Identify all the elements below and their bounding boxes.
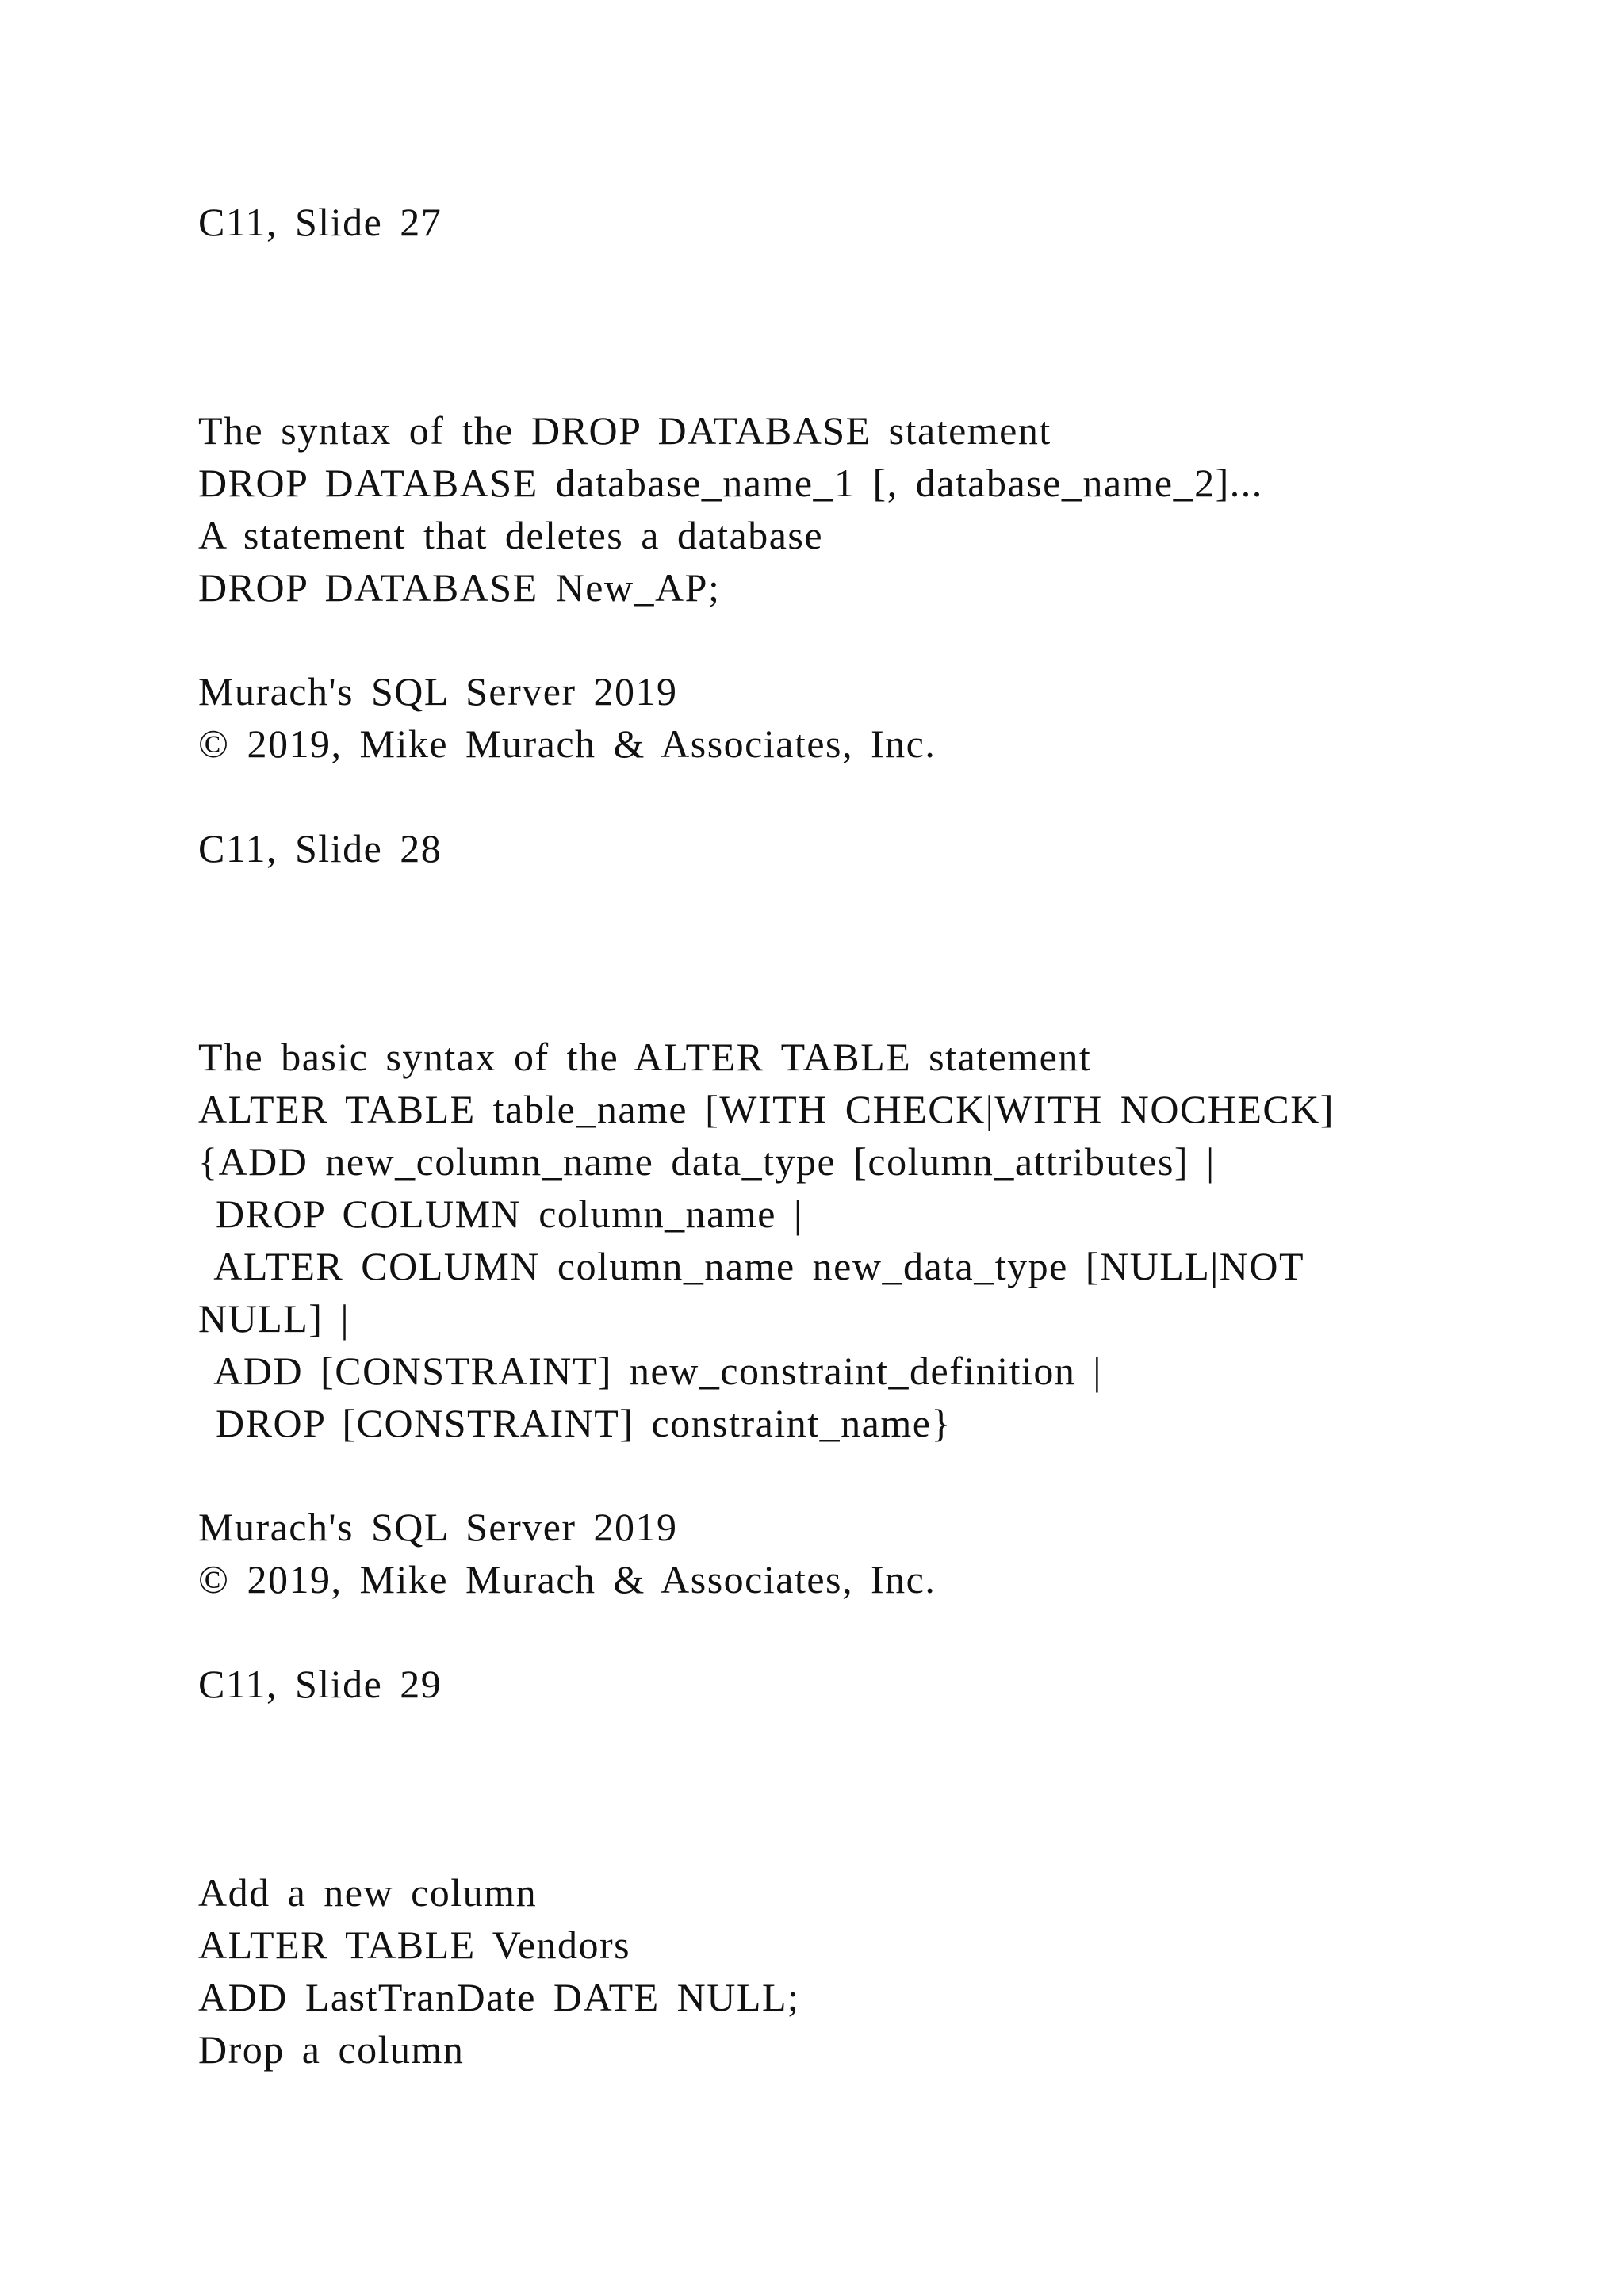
code-line: DROP DATABASE New_AP; [198, 565, 721, 610]
code-line: DROP DATABASE database_name_1 [, database_name_2]... [198, 461, 1263, 505]
section-heading: The basic syntax of the ALTER TABLE statement [198, 1035, 1092, 1079]
slide-label: C11, Slide 28 [198, 826, 442, 871]
code-line: ALTER TABLE Vendors [198, 1923, 631, 1967]
slide-label: C11, Slide 27 [198, 200, 442, 244]
section-heading: A statement that deletes a database [198, 513, 824, 557]
footer-copyright: © 2019, Mike Murach & Associates, Inc. [198, 1557, 936, 1601]
code-line: {ADD new_column_name data_type [column_attributes] | [198, 1139, 1216, 1184]
section-heading: Add a new column [198, 1870, 538, 1915]
code-line: DROP [CONSTRAINT] constraint_name} [198, 1401, 952, 1445]
slide-label: C11, Slide 29 [198, 1662, 442, 1706]
section-heading: Drop a column [198, 2027, 465, 2072]
code-line: ALTER TABLE table_name [WITH CHECK|WITH NOCHECK] [198, 1087, 1335, 1131]
code-line: ADD LastTranDate DATE NULL; [198, 1975, 800, 2019]
footer-book-title: Murach's SQL Server 2019 [198, 669, 678, 714]
section-heading: The syntax of the DROP DATABASE statement [198, 408, 1051, 453]
footer-copyright: © 2019, Mike Murach & Associates, Inc. [198, 721, 936, 766]
code-line: DROP COLUMN column_name | [198, 1192, 803, 1236]
code-line: ALTER COLUMN column_name new_data_type [NULL|NOT [198, 1244, 1305, 1288]
code-line: NULL] | [198, 1296, 350, 1341]
footer-book-title: Murach's SQL Server 2019 [198, 1505, 678, 1549]
code-line: ADD [CONSTRAINT] new_constraint_definition | [198, 1349, 1102, 1393]
